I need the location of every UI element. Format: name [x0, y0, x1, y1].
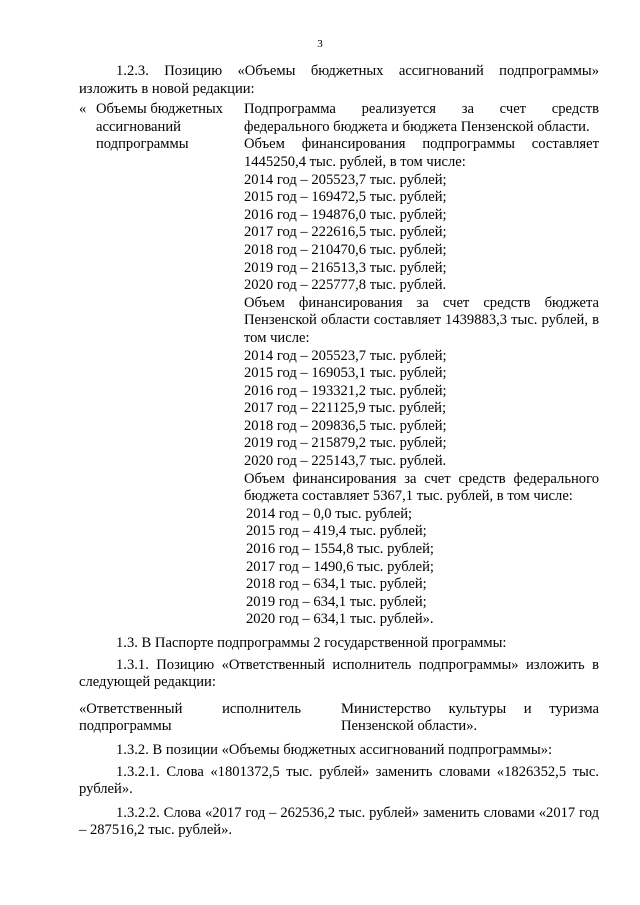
year-line: 2020 год – 634,1 тыс. рублей». [246, 611, 434, 628]
year-line: 2019 год – 215879,2 тыс. рублей; [244, 435, 447, 452]
label-line: подпрограммы [96, 136, 189, 153]
executor-table-right-cell [341, 701, 599, 736]
year-line: 2014 год – 0,0 тыс. рублей; [246, 505, 413, 522]
year-line: 2018 год – 210470,6 тыс. рублей; [244, 241, 447, 258]
document-body [79, 63, 599, 840]
year-line: 2016 год – 1554,8 тыс. рублей; [246, 541, 434, 558]
paragraph-1-2-3: 1.2.3. Позицию «Объемы бюджетных ассигнований подпрограммы» [116, 63, 599, 79]
open-quote: « [79, 101, 87, 118]
year-line: 2019 год – 216513,3 тыс. рублей; [244, 259, 447, 276]
budget-table-label [96, 101, 223, 629]
paragraph-1-3-2-1: 1.3.2.1. Слова «1801372,5 тыс. рублей» заменить словами «1826352,5 тыс. рублей». [79, 763, 599, 798]
executor-value: Министерство культуры и туризма Пензенской области». [341, 700, 599, 735]
budget-table-right-cell [244, 101, 599, 629]
regional-years-list [244, 348, 599, 471]
executor-label: «Ответственный исполнитель подпрограммы [79, 700, 301, 735]
label-line: ассигнований [96, 118, 181, 135]
executor-table [79, 701, 599, 736]
year-line: 2015 год – 169053,1 тыс. рублей; [244, 365, 447, 382]
executor-table-left-cell [79, 701, 341, 736]
year-line: 2020 год – 225143,7 тыс. рублей. [244, 453, 447, 470]
budget-table-left-cell [79, 101, 244, 629]
year-line: 2014 год – 205523,7 тыс. рублей; [244, 347, 447, 364]
year-line: 2016 год – 193321,2 тыс. рублей; [244, 382, 447, 399]
budget-table [79, 101, 599, 629]
year-line: 2019 год – 634,1 тыс. рублей; [246, 593, 427, 610]
total-years-list [244, 172, 599, 295]
year-line: 2017 год – 1490,6 тыс. рублей; [246, 558, 434, 575]
year-line: 2018 год – 634,1 тыс. рублей; [246, 576, 427, 593]
funding-regional: Объем финансирования за счет средств бюджета Пензенской области составляет 1439883,3 тыс. рублей, в том числе: [244, 294, 599, 346]
funding-intro: Подпрограмма реализуется за счет средств федерального бюджета и бюджета Пензенской области. [244, 101, 599, 135]
year-line: 2014 год – 205523,7 тыс. рублей; [244, 171, 447, 188]
year-line: 2016 год – 194876,0 тыс. рублей; [244, 206, 447, 223]
paragraph-1-2-3-continuation: изложить в новой редакции: [79, 80, 255, 97]
funding-total: Объем финансирования подпрограммы составляет 1445250,4 тыс. рублей, в том числе: [244, 136, 599, 170]
paragraph-1-3: 1.3. В Паспорте подпрограммы 2 государственной программы: [116, 635, 507, 651]
federal-years-list [244, 506, 599, 629]
paragraph-1-3-2: 1.3.2. В позиции «Объемы бюджетных ассигнований подпрограммы»: [116, 741, 553, 758]
year-line: 2020 год – 225777,8 тыс. рублей. [244, 277, 447, 294]
year-line: 2017 год – 222616,5 тыс. рублей; [244, 224, 447, 241]
label-line: Объемы бюджетных [96, 101, 223, 118]
year-line: 2015 год – 169472,5 тыс. рублей; [244, 189, 447, 206]
page-number: 3 [317, 38, 323, 50]
paragraph-1-3-2-2: 1.3.2.2. Слова «2017 год – 262536,2 тыс. рублей» заменить словами «2017 год – 287516,2 тыс. рублей». [79, 804, 599, 839]
year-line: 2018 год – 209836,5 тыс. рублей; [244, 417, 447, 434]
year-line: 2015 год – 419,4 тыс. рублей; [246, 523, 427, 540]
funding-federal: Объем финансирования за счет средств федерального бюджета составляет 5367,1 тыс. рублей, в том числе: [244, 470, 599, 505]
paragraph-1-3-1: 1.3.1. Позицию «Ответственный исполнитель подпрограммы» изложить в следующей редакции: [79, 656, 599, 691]
year-line: 2017 год – 221125,9 тыс. рублей; [244, 400, 447, 417]
